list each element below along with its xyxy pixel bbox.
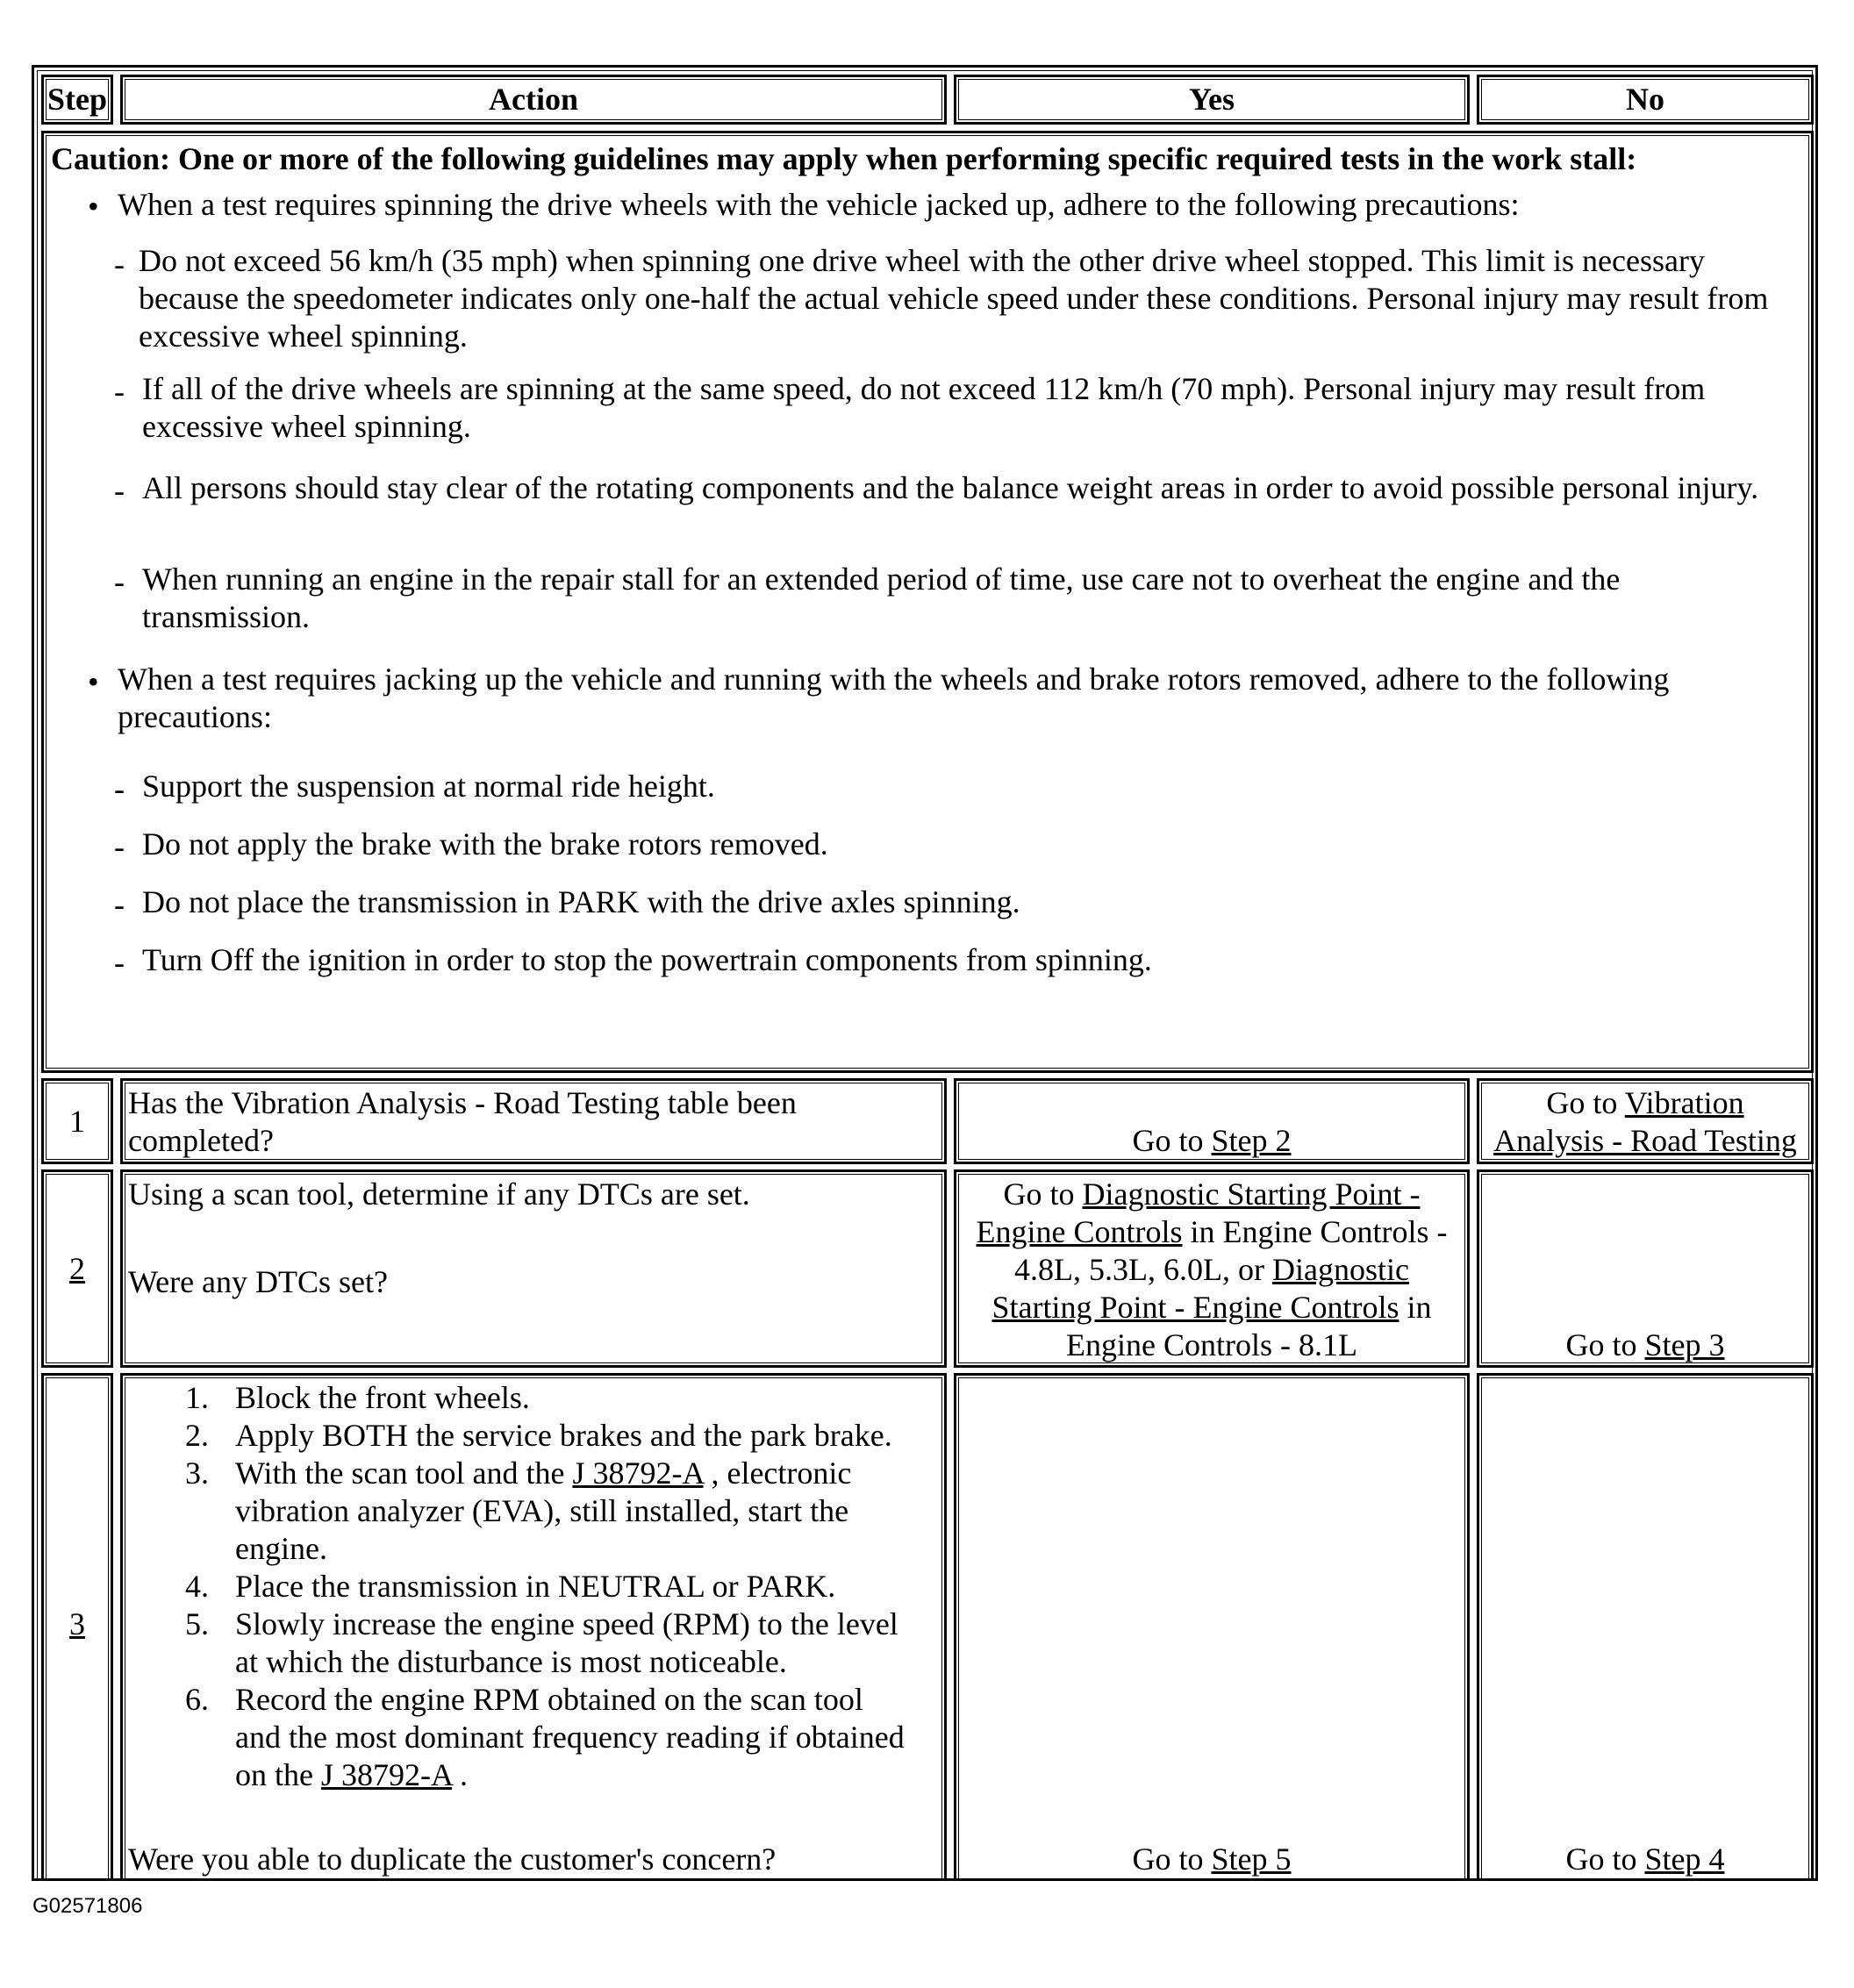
- engine-controls-text: in Engine Controls -: [1182, 1214, 1448, 1249]
- link-step-4[interactable]: Step 4: [1644, 1841, 1725, 1877]
- step-3-yes: [954, 1373, 1470, 1881]
- step-3-item-2: Apply BOTH the service brakes and the park brake.: [235, 1418, 892, 1453]
- link-vibration-analysis-road-testing-cont[interactable]: Analysis - Road Testing: [1493, 1123, 1797, 1158]
- step-2-question: Were any DTCs set?: [128, 1264, 388, 1299]
- header-action: Action: [120, 75, 947, 125]
- step-3-question: Were you able to duplicate the customer's concern?: [128, 1841, 777, 1877]
- caution-cell: [41, 131, 1814, 1073]
- caution-item-1-2: If all of the drive wheels are spinning at the same speed, do not exceed 112 km/h (70 mph). Personal injury may result from excessive wheel spinning.: [142, 371, 1706, 444]
- step-2-instruction: Using a scan tool, determine if any DTCs are set.: [128, 1176, 750, 1212]
- caution-item-1-1: Do not exceed 56 km/h (35 mph) when spinning one drive wheel with the other drive wheel stopped. This limit is necessary because the speedometer indicates only one-half the actual vehicle speed under these conditions. Personal injury may result from excessive wheel spinning.: [139, 243, 1769, 354]
- caution-item-1-4: When running an engine in the repair stall for an extended period of time, use care not to overheat the engine and the transmission.: [142, 561, 1621, 634]
- step-3-item-3-line-2: vibration analyzer (EVA), still installed, start the: [235, 1493, 849, 1528]
- step-number-3: [41, 1373, 113, 1881]
- list-number: 6.: [185, 1682, 209, 1717]
- engine-sizes-text: 4.8L, 5.3L, 6.0L, or: [1014, 1252, 1272, 1287]
- dash-icon: -: [114, 771, 125, 806]
- go-to-label: Go to: [1565, 1327, 1645, 1362]
- link-step-5[interactable]: Step 5: [1211, 1841, 1292, 1877]
- bullet-icon: •: [88, 189, 99, 224]
- dash-icon: -: [114, 374, 125, 409]
- link-j-38792-a[interactable]: J 38792-A: [572, 1455, 704, 1491]
- step-3-item-1: Block the front wheels.: [235, 1380, 530, 1415]
- step-2-link[interactable]: 2: [69, 1250, 85, 1286]
- header-step: Step: [41, 75, 113, 125]
- diagnostic-table: [32, 65, 1818, 1881]
- figure-id: G02571806: [32, 1894, 143, 1918]
- dash-icon: -: [114, 945, 125, 980]
- header-yes: Yes: [954, 75, 1470, 125]
- step-3-item-6: Record the engine RPM obtained on the scan tool: [235, 1682, 863, 1717]
- link-j-38792-a[interactable]: J 38792-A: [320, 1757, 452, 1792]
- caution-item-2-3: Do not place the transmission in PARK with the drive axles spinning.: [142, 884, 1020, 919]
- step-3-no: [1477, 1373, 1814, 1881]
- go-to-label: Go to: [1546, 1085, 1625, 1120]
- go-to-label: Go to: [1565, 1841, 1645, 1877]
- link-diagnostic-starting-point-8-1l-cont[interactable]: Starting Point - Engine Controls: [991, 1290, 1399, 1325]
- link-diagnostic-starting-point-engine-controls[interactable]: Diagnostic Starting Point -: [1082, 1176, 1421, 1212]
- caution-item-1-3: All persons should stay clear of the rotating components and the balance weight areas in order to avoid possible personal injury.: [142, 470, 1759, 505]
- dash-icon: -: [114, 564, 125, 599]
- step-3-item-4: Place the transmission in NEUTRAL or PARK.: [235, 1569, 836, 1604]
- dash-icon: -: [114, 473, 125, 508]
- in-text: in: [1399, 1290, 1432, 1325]
- step-number-1: 1: [41, 1078, 113, 1164]
- step-3-item-3-line-3: engine.: [235, 1531, 327, 1566]
- link-vibration-analysis-road-testing[interactable]: Vibration: [1624, 1085, 1744, 1120]
- go-to-label: Go to: [1132, 1841, 1212, 1877]
- caution-bullet-1: When a test requires spinning the drive wheels with the vehicle jacked up, adhere to the following precautions:: [118, 187, 1520, 222]
- step-3-item-3: With the scan tool and the J 38792-A , electronic: [235, 1455, 852, 1491]
- step-3-item-6-line-2: and the most dominant frequency reading if obtained: [235, 1720, 905, 1755]
- caution-item-2-1: Support the suspension at normal ride height.: [142, 769, 715, 804]
- link-step-3[interactable]: Step 3: [1644, 1327, 1725, 1362]
- list-number: 1.: [185, 1380, 209, 1415]
- step-2-action: [120, 1169, 947, 1368]
- step-3-link[interactable]: 3: [69, 1606, 85, 1641]
- caution-item-2-2: Do not apply the brake with the brake rotors removed.: [142, 826, 828, 862]
- link-diagnostic-starting-point-engine-controls-cont[interactable]: Engine Controls: [976, 1214, 1183, 1249]
- list-number: 2.: [185, 1418, 209, 1453]
- step-3-item-6-line-3: on the J 38792-A .: [235, 1757, 468, 1792]
- go-to-label: Go to: [1132, 1123, 1212, 1158]
- caution-item-2-4: Turn Off the ignition in order to stop the powertrain components from spinning.: [142, 942, 1152, 977]
- header-no: No: [1477, 75, 1814, 125]
- list-number: 5.: [185, 1606, 209, 1641]
- step-2-no: [1477, 1169, 1814, 1368]
- step-1-action: [120, 1078, 947, 1164]
- go-to-label: Go to: [1003, 1176, 1083, 1212]
- step-3-item-5: Slowly increase the engine speed (RPM) to the level: [235, 1606, 898, 1641]
- step-3-action: [120, 1373, 947, 1881]
- dash-icon: -: [114, 829, 125, 864]
- step-number-2: [41, 1169, 113, 1368]
- dash-icon: -: [114, 887, 125, 922]
- caution-title: Caution: One or more of the following guidelines may apply when performing specific required tests in the work stall:: [51, 141, 1637, 176]
- list-number: 4.: [185, 1569, 209, 1604]
- link-diagnostic-starting-point-8-1l[interactable]: Diagnostic: [1271, 1252, 1409, 1287]
- list-number: 3.: [185, 1455, 209, 1491]
- step-1-question: Has the Vibration Analysis - Road Testing table been completed?: [128, 1085, 797, 1158]
- step-1-no: [1477, 1078, 1814, 1164]
- dash-icon: -: [114, 247, 125, 282]
- engine-controls-8-1l-text: Engine Controls - 8.1L: [1066, 1327, 1357, 1362]
- caution-bullet-2: When a test requires jacking up the vehicle and running with the wheels and brake rotors removed, adhere to the following precautions:: [118, 661, 1670, 734]
- step-1-yes: [954, 1078, 1470, 1164]
- link-step-2[interactable]: Step 2: [1211, 1123, 1292, 1158]
- step-2-yes: [954, 1169, 1470, 1368]
- bullet-icon: •: [88, 664, 99, 699]
- step-3-item-5-line-2: at which the disturbance is most noticeable.: [235, 1644, 787, 1679]
